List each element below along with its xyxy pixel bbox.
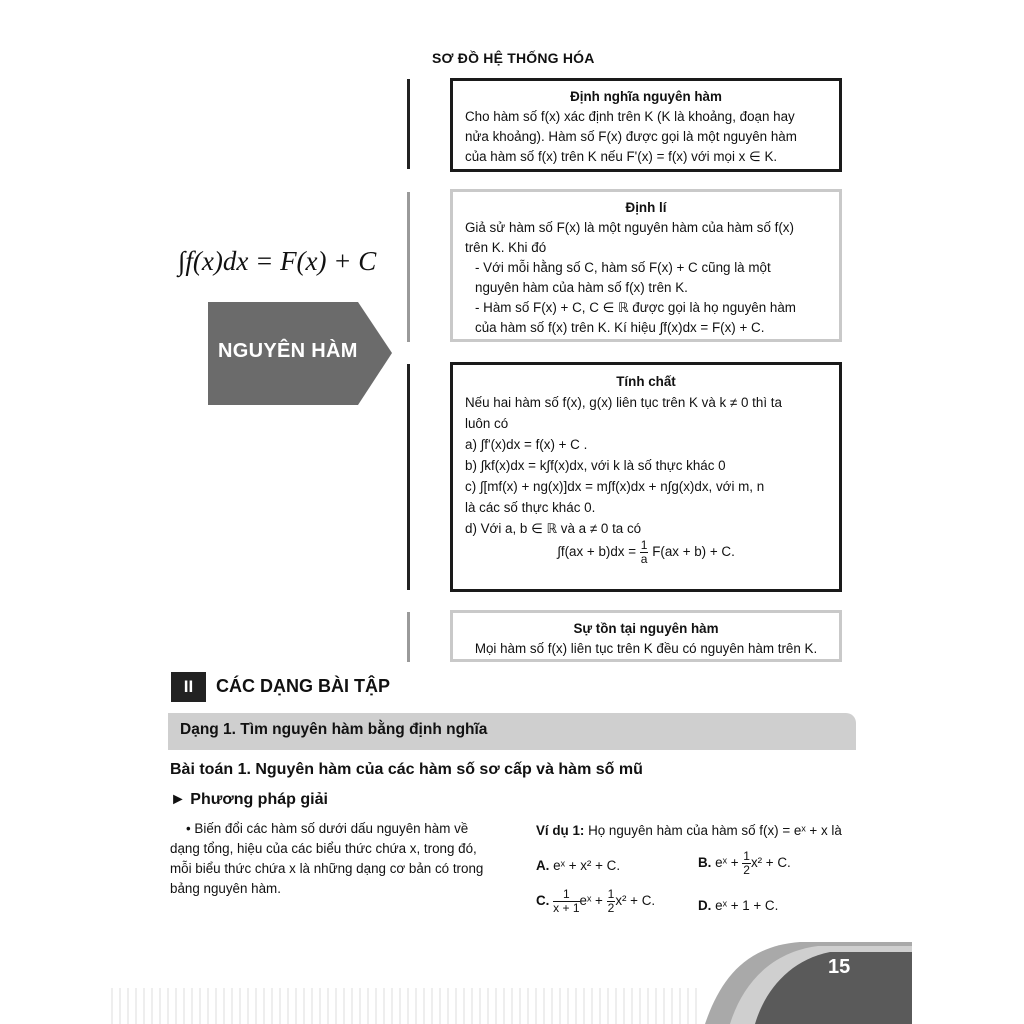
theorem-line: - Hàm số F(x) + C, C ∈ ℝ được gọi là họ nguyên hàm [475, 300, 796, 315]
method-title: ► Phương pháp giải [170, 791, 328, 808]
option-d [698, 898, 778, 913]
footer-decoration [0, 940, 1024, 1024]
method-body [170, 819, 510, 899]
definition-line: của hàm số f(x) trên K nếu F'(x) = f(x) với mọi x ∈ K. [465, 149, 778, 164]
property-d-left: ∫f(ax + b)dx = [557, 544, 637, 560]
property-c-cont: là các số thực khác 0. [465, 500, 596, 515]
example-text: Họ nguyên hàm của hàm số f(x) = eˣ + x là [584, 823, 842, 838]
properties-box [450, 362, 842, 592]
properties-heading: Tính chất [616, 374, 676, 389]
page-title: SƠ ĐỒ HỆ THỐNG HÓA [432, 50, 595, 66]
fraction-den: x + 1 [553, 901, 580, 915]
option-c [536, 888, 655, 915]
option-d-text: eˣ + 1 + C. [711, 898, 779, 913]
theorem-heading: Định lí [625, 200, 667, 215]
example-label: Ví dụ 1: [536, 823, 585, 838]
method-line: dạng tổng, hiệu của các biểu thức chứa x, trong đó, [170, 841, 477, 856]
divider-bar-2 [407, 192, 410, 342]
method-line: bảng nguyên hàm. [170, 881, 281, 896]
section-badge: II [171, 672, 206, 702]
properties-line: Nếu hai hàm số f(x), g(x) liên tục trên K và k ≠ 0 thì ta [465, 395, 782, 410]
divider-bar-3 [407, 364, 410, 590]
property-d-right: F(ax + b) + C. [652, 544, 735, 560]
option-b [698, 850, 791, 877]
option-c-label: C. [536, 893, 550, 909]
fraction [742, 850, 751, 877]
method-line: • Biến đổi các hàm số dưới dấu nguyên hàm về [186, 821, 469, 836]
main-formula: ∫f(x)dx = F(x) + C [178, 246, 377, 276]
arrow-label: NGUYÊN HÀM [218, 340, 358, 362]
fraction [607, 888, 616, 915]
option-b-post: x² + C. [750, 855, 791, 871]
fraction-num: 1 [553, 888, 579, 902]
property-d-formula [465, 539, 827, 566]
theorem-box [450, 189, 842, 342]
page-number: 15 [828, 956, 851, 978]
theorem-line: của hàm số f(x) trên K. Kí hiệu ∫f(x)dx = F(x) + C. [475, 320, 765, 335]
definition-box [450, 78, 842, 172]
property-a: a) ∫f'(x)dx = f(x) + C . [465, 437, 588, 452]
theorem-line: trên K. Khi đó [465, 240, 547, 255]
property-d: d) Với a, b ∈ ℝ và a ≠ 0 ta có [465, 521, 642, 536]
option-b-label: B. [698, 855, 712, 871]
existence-heading: Sự tồn tại nguyên hàm [573, 621, 719, 636]
property-c: c) ∫[mf(x) + ng(x)]dx = m∫f(x)dx + n∫g(x)dx, với m, n [465, 479, 765, 494]
definition-heading: Định nghĩa nguyên hàm [570, 89, 722, 104]
existence-line: Mọi hàm số f(x) liên tục trên K đều có nguyên hàm trên K. [474, 641, 818, 656]
option-a-text: eˣ + x² + C. [549, 858, 621, 873]
existence-box [450, 610, 842, 662]
section-title: CÁC DẠNG BÀI TẬP [216, 676, 390, 696]
theorem-line: - Với mỗi hằng số C, hàm số F(x) + C cũng là một [475, 260, 771, 275]
option-b-pre: eˣ + [711, 855, 739, 871]
option-c-post: x² + C. [615, 893, 656, 909]
fraction [553, 888, 579, 915]
theorem-line: nguyên hàm của hàm số f(x) trên K. [475, 280, 688, 295]
option-c-mid: eˣ + [579, 893, 603, 909]
fraction [640, 539, 649, 566]
dang-title: Dạng 1. Tìm nguyên hàm bằng định nghĩa [180, 721, 488, 738]
property-b: b) ∫kf(x)dx = k∫f(x)dx, với k là số thực khác 0 [465, 458, 726, 473]
fraction-den: a [640, 552, 648, 566]
method-line: mỗi biểu thức chứa x là những dạng cơ bản có trong [170, 861, 484, 876]
theorem-line: Giả sử hàm số F(x) là một nguyên hàm của hàm số f(x) [465, 220, 794, 235]
properties-line: luôn có [465, 416, 509, 431]
divider-bar-1 [407, 79, 410, 169]
divider-bar-4 [407, 612, 410, 662]
option-a-label: A. [536, 858, 550, 873]
option-a [536, 858, 620, 873]
fraction-den: 2 [607, 901, 615, 915]
fraction-num: 1 [743, 849, 750, 863]
fraction-num: 1 [607, 887, 615, 901]
problem-title: Bài toán 1. Nguyên hàm của các hàm số sơ cấp và hàm số mũ [170, 761, 643, 778]
fraction-den: 2 [743, 863, 750, 877]
fraction-num: 1 [640, 538, 648, 552]
definition-line: Cho hàm số f(x) xác định trên K (K là khoảng, đoạn hay [465, 109, 795, 124]
definition-line: nửa khoảng). Hàm số F(x) được gọi là một nguyên hàm [465, 129, 797, 144]
example-question [536, 823, 876, 838]
option-d-label: D. [698, 898, 712, 913]
